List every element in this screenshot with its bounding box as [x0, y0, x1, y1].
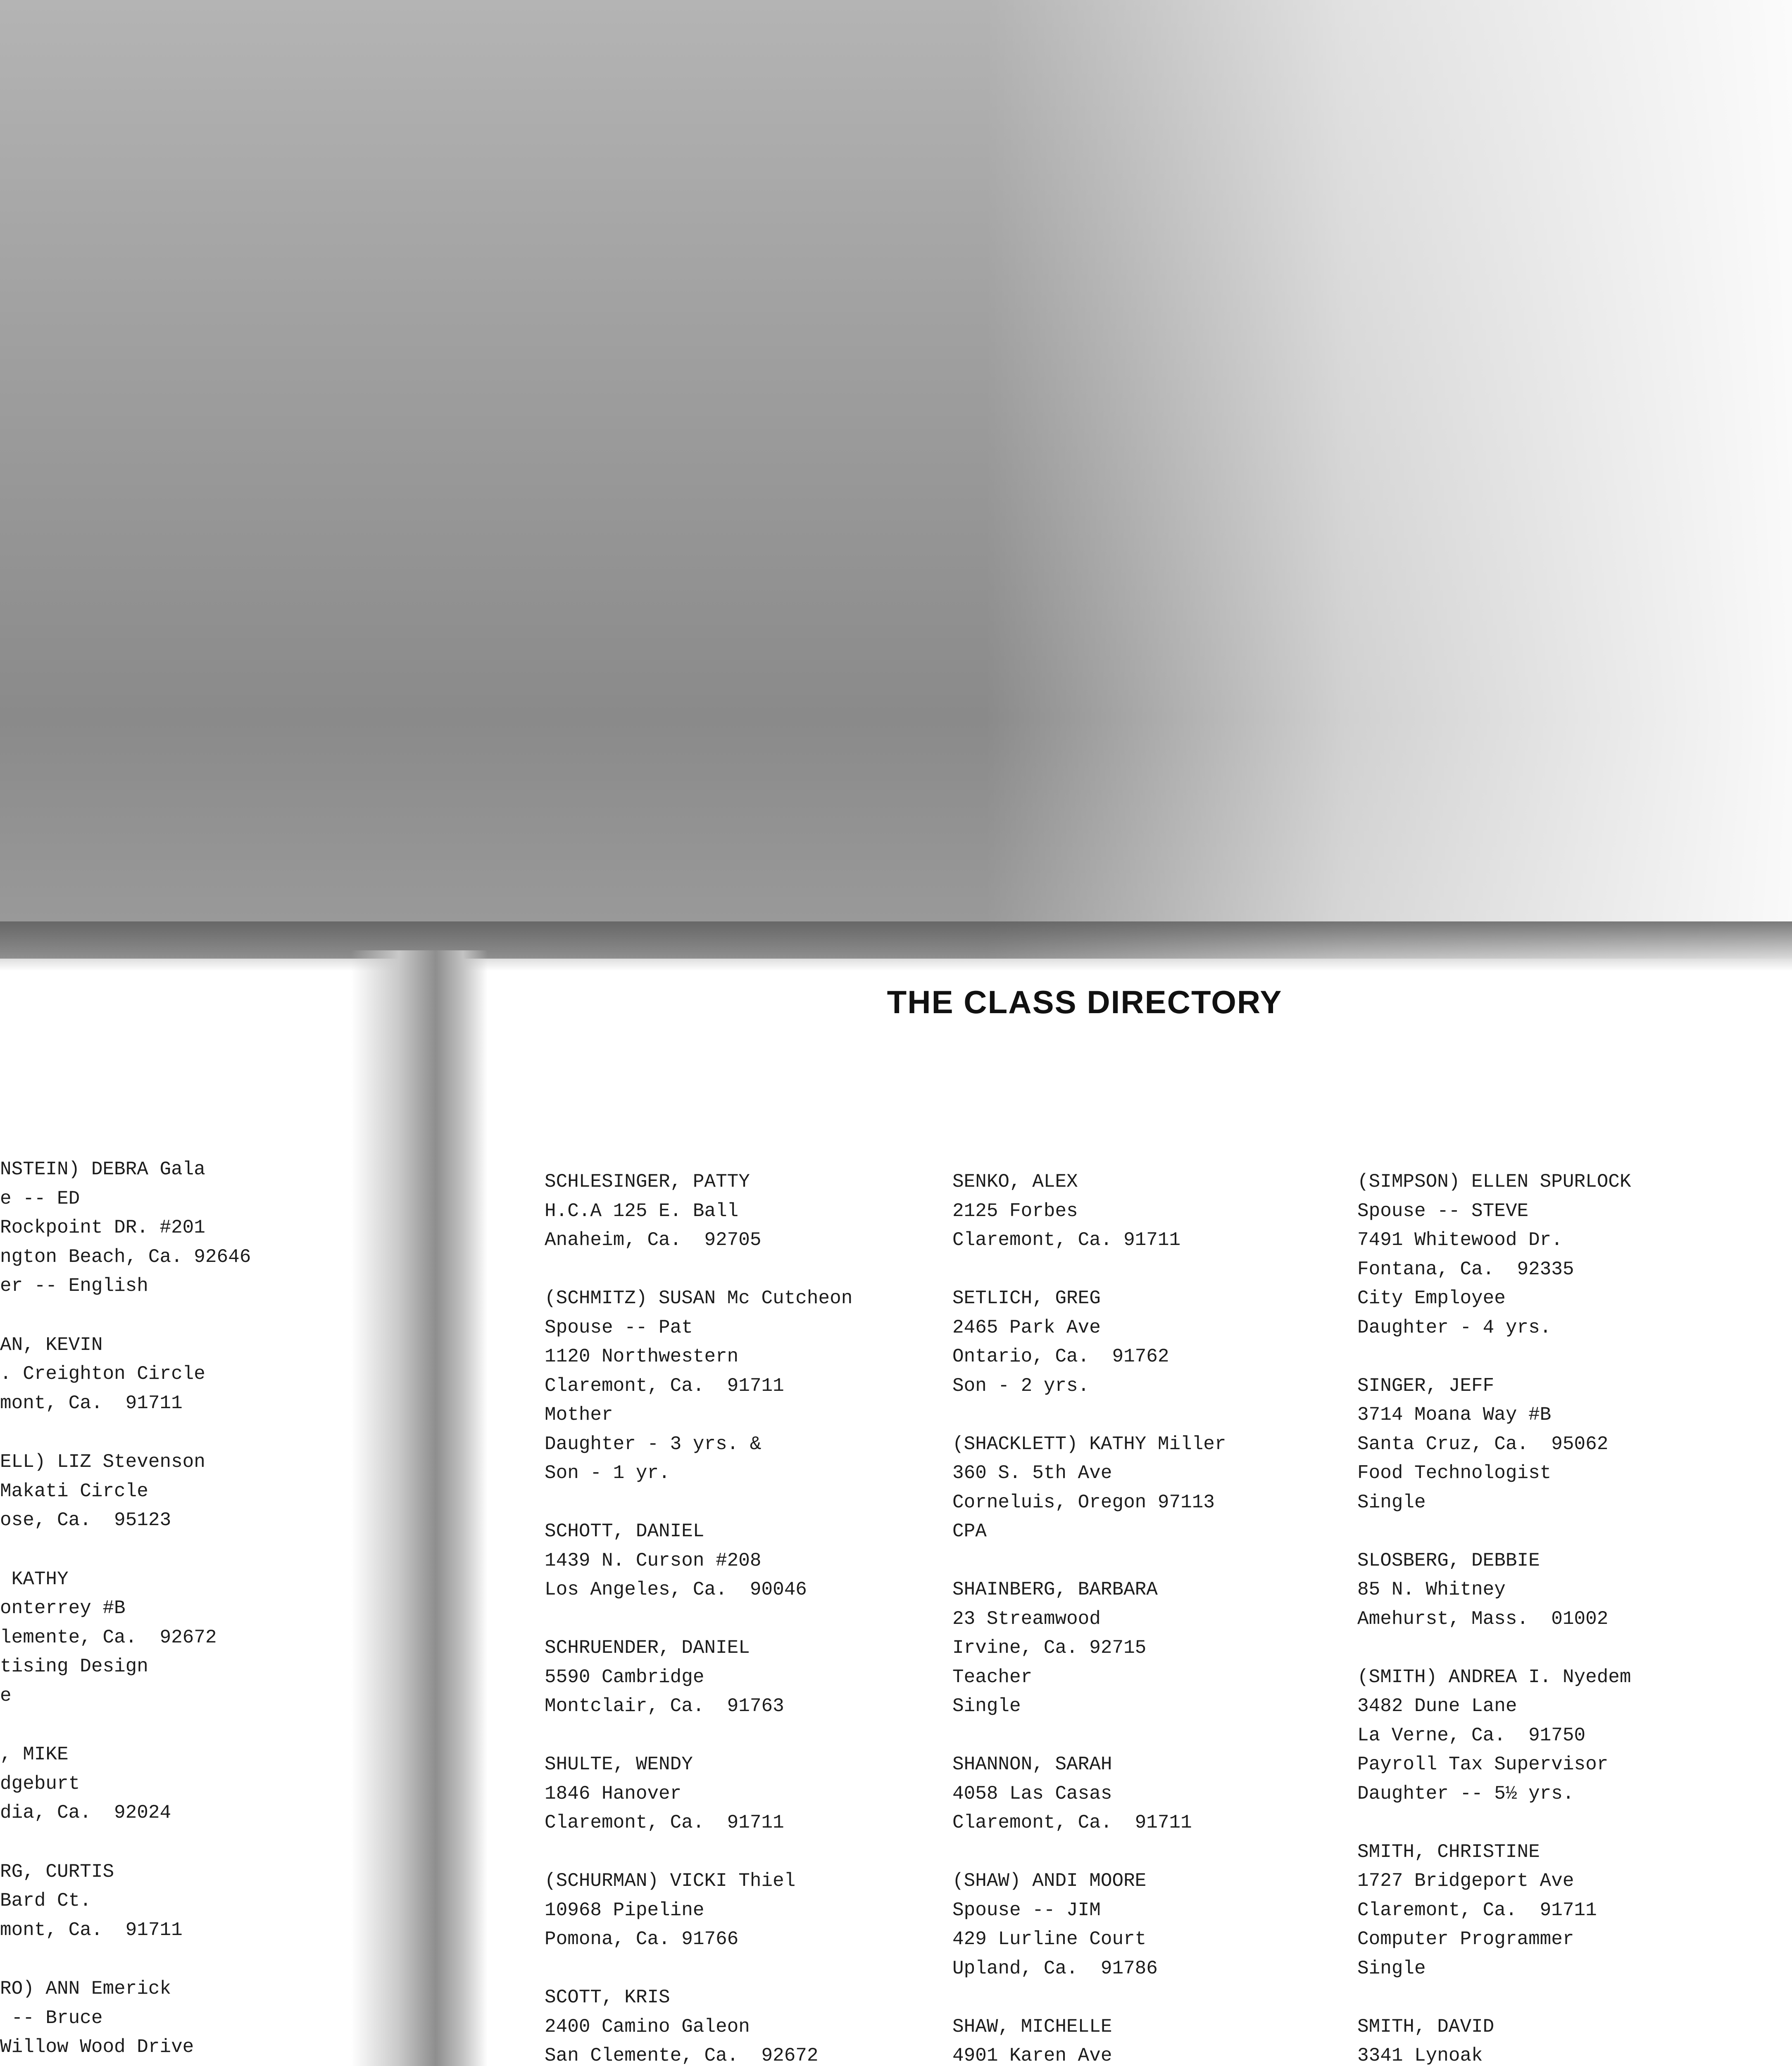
entry-line: Montclair, Ca. 91763 — [545, 1695, 784, 1717]
directory-entry — [0, 1974, 285, 2066]
page-title: THE CLASS DIRECTORY — [887, 984, 1283, 1020]
entry-name: AN, KEVIN — [0, 1334, 103, 1356]
entry-line: Teacher — [952, 1666, 1033, 1688]
entry-name: KATHY — [0, 1568, 69, 1590]
directory-entry — [545, 1284, 852, 1488]
entry-line: Spouse -- STEVE — [1357, 1200, 1529, 1222]
directory-entry — [1357, 1546, 1631, 1634]
entry-name: SCHRUENDER, DANIEL — [545, 1637, 750, 1659]
entry-line: 3341 Lynoak — [1357, 2045, 1483, 2066]
entry-line: Computer Programmer — [1357, 1928, 1574, 1950]
directory-column-3 — [1357, 1167, 1631, 2066]
entry-name: (SIMPSON) ELLEN SPURLOCK — [1357, 1171, 1631, 1192]
entry-line: 7491 Whitewood Dr. — [1357, 1229, 1563, 1251]
entry-line: 2465 Park Ave — [952, 1316, 1101, 1338]
directory-entry — [545, 1517, 852, 1604]
entry-name: , MIKE — [0, 1744, 69, 1765]
entry-name: SLOSBERG, DEBBIE — [1357, 1550, 1540, 1571]
entry-line: dgeburt — [0, 1773, 80, 1795]
entry-line: Upland, Ca. 91786 — [952, 1957, 1158, 1979]
entry-name: SMITH, CHRISTINE — [1357, 1841, 1540, 1863]
entry-line: Ontario, Ca. 91762 — [952, 1346, 1169, 1367]
entry-name: RG, CURTIS — [0, 1861, 114, 1883]
directory-entry — [1357, 1663, 1631, 1809]
entry-line: Son - 2 yrs. — [952, 1375, 1090, 1397]
entry-name: (SHACKLETT) KATHY Miller — [952, 1433, 1226, 1455]
entry-name: SCHOTT, DANIEL — [545, 1521, 704, 1542]
entry-line: lemente, Ca. 92672 — [0, 1626, 217, 1648]
entry-line: La Verne, Ca. 91750 — [1357, 1724, 1586, 1746]
entry-line: Pomona, Ca. 91766 — [545, 1928, 739, 1950]
directory-entry — [1357, 1167, 1631, 1342]
entry-line: 4901 Karen Ave — [952, 2045, 1112, 2066]
entry-line: 1439 N. Curson #208 — [545, 1550, 762, 1571]
entry-line: er -- English — [0, 1275, 148, 1297]
entry-line: 5590 Cambridge — [545, 1666, 704, 1688]
entry-line: Single — [1357, 1957, 1426, 1979]
entry-line: Santa Cruz, Ca. 95062 — [1357, 1433, 1609, 1455]
entry-line: 85 N. Whitney — [1357, 1579, 1506, 1600]
directory-entry — [952, 1750, 1226, 1838]
entry-name: SINGER, JEFF — [1357, 1375, 1495, 1397]
entry-name: SHANNON, SARAH — [952, 1754, 1112, 1775]
book-spine-shadow — [351, 950, 488, 2066]
entry-name: (SCHMITZ) SUSAN Mc Cutcheon — [545, 1288, 853, 1309]
entry-line: Claremont, Ca. 91711 — [952, 1229, 1181, 1251]
entry-name: SCHLESINGER, PATTY — [545, 1171, 750, 1192]
entry-line: 3714 Moana Way #B — [1357, 1404, 1552, 1426]
directory-entry — [952, 1430, 1226, 1546]
entry-line: e — [0, 1685, 12, 1707]
entry-line: Rockpoint DR. #201 — [0, 1217, 205, 1238]
directory-entry — [545, 1983, 852, 2066]
entry-line — [0, 2062, 285, 2066]
entry-line: 1120 Northwestern — [545, 1346, 739, 1367]
directory-entry — [952, 1866, 1226, 1983]
entry-line: 23 Streamwood — [952, 1608, 1101, 1630]
directory-entry — [0, 1565, 285, 1711]
entry-line: San Clemente, Ca. 92672 — [545, 2045, 819, 2066]
entry-line: 429 Lurline Court — [952, 1928, 1147, 1950]
entry-line: 360 S. 5th Ave — [952, 1462, 1112, 1484]
entry-line: Corneluis, Oregon 97113 — [952, 1491, 1215, 1513]
directory-column-1 — [545, 1167, 852, 2066]
entry-line: Spouse -- Pat — [545, 1316, 693, 1338]
entry-line: Claremont, Ca. 91711 — [545, 1375, 784, 1397]
entry-line: 1846 Hanover — [545, 1783, 682, 1804]
entry-name: (SHAW) ANDI MOORE — [952, 1870, 1147, 1892]
entry-line: Bard Ct. — [0, 1890, 91, 1911]
entry-name: SCOTT, KRIS — [545, 1987, 670, 2008]
entry-line: . Creighton Circle — [0, 1363, 205, 1385]
directory-column-2 — [952, 1167, 1226, 2066]
entry-line: Willow Wood Drive — [0, 2036, 194, 2058]
entry-line: 3482 Dune Lane — [1357, 1695, 1517, 1717]
entry-line: Mother — [545, 1404, 613, 1426]
entry-line: Irvine, Ca. 92715 — [952, 1637, 1147, 1659]
left-page-cropped-column — [0, 1155, 285, 2066]
entry-name: SETLICH, GREG — [952, 1288, 1101, 1309]
entry-line: Son - 1 yr. — [545, 1462, 670, 1484]
folded-page-shadow — [0, 0, 1792, 959]
entry-line: Daughter -- 5½ yrs. — [1357, 1783, 1574, 1804]
entry-line: Single — [952, 1695, 1021, 1717]
directory-entry — [0, 1331, 285, 1418]
entry-line: Payroll Tax Supervisor — [1357, 1754, 1609, 1775]
entry-name: RO) ANN Emerick — [0, 1978, 171, 1999]
entry-line: 2400 Camino Galeon — [545, 2016, 750, 2037]
entry-line: -- Bruce — [0, 2007, 103, 2029]
entry-line: onterrey #B — [0, 1597, 126, 1619]
entry-line: 1727 Bridgeport Ave — [1357, 1870, 1574, 1892]
entry-line: e -- ED — [0, 1188, 80, 1209]
entry-line: ngton Beach, Ca. 92646 — [0, 1246, 251, 1268]
entry-name: (SCHURMAN) VICKI Thiel — [545, 1870, 796, 1892]
entry-name: SENKO, ALEX — [952, 1171, 1078, 1192]
entry-line: Anaheim, Ca. 92705 — [545, 1229, 762, 1251]
directory-entry — [545, 1750, 852, 1838]
entry-line: Single — [1357, 1491, 1426, 1513]
entry-line: Amehurst, Mass. 01002 — [1357, 1608, 1609, 1630]
entry-name: ELL) LIZ Stevenson — [0, 1451, 205, 1473]
directory-entry — [1357, 1371, 1631, 1517]
directory-entry — [952, 1167, 1226, 1255]
page-fold-edge — [0, 921, 1792, 971]
directory-entry — [952, 1575, 1226, 1721]
directory-entry — [545, 1633, 852, 1721]
entry-line: tising Design — [0, 1656, 148, 1677]
entry-line: Fontana, Ca. 92335 — [1357, 1258, 1574, 1280]
entry-line: Los Angeles, Ca. 90046 — [545, 1579, 807, 1600]
entry-line: H.C.A 125 E. Ball — [545, 1200, 739, 1222]
entry-line: mont, Ca. 91711 — [0, 1919, 183, 1941]
entry-line: 4058 Las Casas — [952, 1783, 1112, 1804]
entry-name: SHAINBERG, BARBARA — [952, 1579, 1158, 1600]
entry-line: City Employee — [1357, 1288, 1506, 1309]
entry-line: mont, Ca. 91711 — [0, 1392, 183, 1414]
entry-line: Claremont, Ca. 91711 — [545, 1812, 784, 1833]
entry-line: dia, Ca. 92024 — [0, 1802, 171, 1823]
entry-line: Claremont, Ca. 91711 — [1357, 1899, 1597, 1921]
entry-line: Food Technologist — [1357, 1462, 1552, 1484]
entry-line: Daughter - 3 yrs. & — [545, 1433, 762, 1455]
entry-line: Spouse -- JIM — [952, 1899, 1101, 1921]
entry-line: 10968 Pipeline — [545, 1899, 704, 1921]
entry-name: (SMITH) ANDREA I. Nyedem — [1357, 1666, 1631, 1688]
entry-line: CPA — [952, 1521, 987, 1542]
directory-entry — [0, 1447, 285, 1535]
directory-entry — [545, 1866, 852, 1954]
directory-entry — [1357, 2012, 1631, 2066]
directory-entry — [545, 1167, 852, 1255]
directory-entry — [1357, 1838, 1631, 1983]
entry-line: ose, Ca. 95123 — [0, 1509, 171, 1531]
entry-name: SMITH, DAVID — [1357, 2016, 1495, 2037]
entry-line: 2125 Forbes — [952, 1200, 1078, 1222]
entry-name: SHAW, MICHELLE — [952, 2016, 1112, 2037]
directory-entry — [952, 2012, 1226, 2066]
directory-entry — [952, 1284, 1226, 1400]
directory-entry — [0, 1857, 285, 1945]
entry-line: Makati Circle — [0, 1480, 148, 1502]
entry-line: Claremont, Ca. 91711 — [952, 1812, 1192, 1833]
directory-entry — [0, 1740, 285, 1828]
entry-name: SHULTE, WENDY — [545, 1754, 693, 1775]
directory-entry — [0, 1155, 285, 1301]
entry-line: Daughter - 4 yrs. — [1357, 1316, 1552, 1338]
entry-name: NSTEIN) DEBRA Gala — [0, 1159, 205, 1180]
